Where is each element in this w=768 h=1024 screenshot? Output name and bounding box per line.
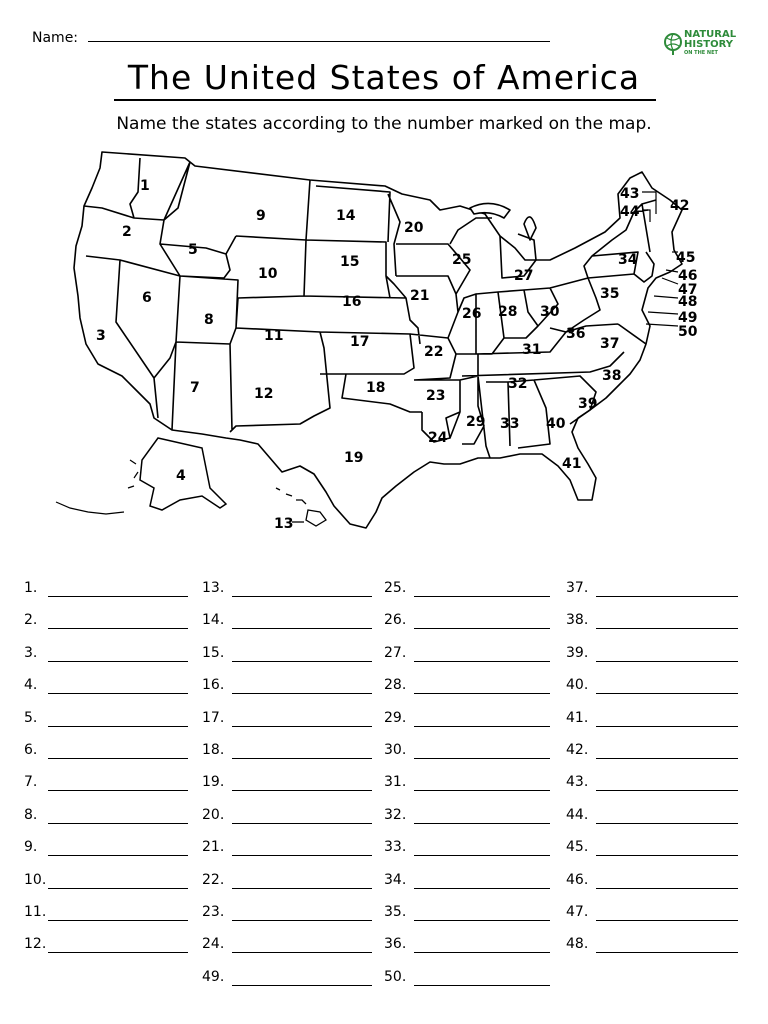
answer-row (384, 872, 550, 892)
answer-number: 34. (384, 872, 407, 888)
answer-row (24, 710, 188, 730)
answer-number: 13. (202, 580, 225, 596)
map-label-18: 18 (366, 380, 386, 396)
answer-blank-line[interactable] (48, 758, 188, 759)
map-label-38: 38 (602, 368, 622, 384)
answer-row (24, 742, 188, 762)
answer-blank-line[interactable] (596, 855, 738, 856)
map-label-13: 13 (274, 516, 294, 532)
map-label-9: 9 (256, 208, 266, 224)
answer-number: 17. (202, 710, 225, 726)
answer-blank-line[interactable] (232, 790, 372, 791)
answer-row (24, 904, 188, 924)
answer-blank-line[interactable] (232, 855, 372, 856)
map-label-30: 30 (540, 304, 560, 320)
answer-row (384, 742, 550, 762)
answer-number: 3. (24, 645, 38, 661)
answer-number: 49. (202, 969, 225, 985)
answer-number: 4. (24, 677, 38, 693)
answer-number: 14. (202, 612, 225, 628)
title-underline (114, 99, 656, 101)
map-label-41: 41 (562, 456, 582, 472)
answer-row (384, 936, 550, 956)
answer-blank-line[interactable] (414, 661, 550, 662)
answer-blank-line[interactable] (596, 628, 738, 629)
map-label-44: 44 (620, 204, 640, 220)
answer-blank-line[interactable] (232, 985, 372, 986)
answer-number: 50. (384, 969, 407, 985)
map-label-43: 43 (620, 186, 640, 202)
map-label-22: 22 (424, 344, 444, 360)
answer-blank-line[interactable] (48, 855, 188, 856)
logo-word-history: HISTORY (684, 39, 734, 50)
answer-blank-line[interactable] (48, 628, 188, 629)
answer-blank-line[interactable] (232, 693, 372, 694)
answer-row (566, 580, 738, 600)
map-label-16: 16 (342, 294, 362, 310)
map-label-3: 3 (96, 328, 106, 344)
map-label-42: 42 (670, 198, 690, 214)
map-label-26: 26 (462, 306, 482, 322)
map-label-4: 4 (176, 468, 186, 484)
answer-blank-line[interactable] (232, 628, 372, 629)
answer-blank-line[interactable] (596, 661, 738, 662)
answer-number: 12. (24, 936, 47, 952)
answer-row (566, 774, 738, 794)
answer-blank-line[interactable] (414, 596, 550, 597)
answer-row (202, 677, 372, 697)
answer-number: 25. (384, 580, 407, 596)
answer-row (202, 612, 372, 632)
answer-blank-line[interactable] (596, 726, 738, 727)
answer-number: 46. (566, 872, 589, 888)
answer-blank-line[interactable] (596, 693, 738, 694)
answer-number: 21. (202, 839, 225, 855)
answer-number: 44. (566, 807, 589, 823)
name-input-line[interactable] (88, 29, 550, 42)
answer-number: 29. (384, 710, 407, 726)
answer-number: 22. (202, 872, 225, 888)
answer-number: 39. (566, 645, 589, 661)
answer-number: 45. (566, 839, 589, 855)
answer-row (202, 872, 372, 892)
answer-number: 48. (566, 936, 589, 952)
map-label-21: 21 (410, 288, 430, 304)
answer-row (566, 612, 738, 632)
map-label-40: 40 (546, 416, 566, 432)
answer-number: 8. (24, 807, 38, 823)
answer-blank-line[interactable] (48, 790, 188, 791)
answer-number: 30. (384, 742, 407, 758)
globe-icon (664, 31, 682, 57)
answer-number: 10. (24, 872, 47, 888)
answer-row (566, 936, 738, 956)
name-label: Name: (32, 30, 79, 46)
answer-blank-line[interactable] (232, 920, 372, 921)
answer-number: 35. (384, 904, 407, 920)
logo-word-natural: NATURAL (684, 29, 737, 40)
answer-number: 11. (24, 904, 47, 920)
answer-blank-line[interactable] (232, 758, 372, 759)
answer-grid (0, 580, 768, 1000)
map-label-29: 29 (466, 414, 486, 430)
answer-row (24, 872, 188, 892)
answer-number: 43. (566, 774, 589, 790)
answer-blank-line[interactable] (48, 823, 188, 824)
map-label-31: 31 (522, 342, 542, 358)
answer-blank-line[interactable] (232, 596, 372, 597)
answer-blank-line[interactable] (48, 952, 188, 953)
answer-row (202, 710, 372, 730)
answer-row (24, 645, 188, 665)
map-label-47: 47 (678, 282, 698, 298)
answer-number: 16. (202, 677, 225, 693)
answer-blank-line[interactable] (414, 855, 550, 856)
answer-row (24, 677, 188, 697)
map-label-10: 10 (258, 266, 278, 282)
answer-row (566, 742, 738, 762)
map-label-50: 50 (678, 324, 698, 340)
map-label-23: 23 (426, 388, 446, 404)
answer-blank-line[interactable] (48, 726, 188, 727)
answer-row (384, 774, 550, 794)
answer-number: 24. (202, 936, 225, 952)
answer-blank-line[interactable] (232, 952, 372, 953)
answer-blank-line[interactable] (414, 726, 550, 727)
answer-blank-line[interactable] (596, 790, 738, 791)
map-label-8: 8 (204, 312, 214, 328)
answer-blank-line[interactable] (596, 920, 738, 921)
map-label-19: 19 (344, 450, 364, 466)
map-label-39: 39 (578, 396, 598, 412)
answer-number: 2. (24, 612, 38, 628)
answer-number: 9. (24, 839, 38, 855)
map-label-35: 35 (600, 286, 620, 302)
map-label-17: 17 (350, 334, 370, 350)
answer-blank-line[interactable] (232, 823, 372, 824)
answer-row (566, 710, 738, 730)
answer-blank-line[interactable] (232, 888, 372, 889)
answer-number: 26. (384, 612, 407, 628)
answer-number: 47. (566, 904, 589, 920)
map-label-14: 14 (336, 208, 356, 224)
map-label-32: 32 (508, 376, 528, 392)
instructions: Name the states according to the number marked on the map. (116, 114, 652, 134)
answer-number: 38. (566, 612, 589, 628)
map-label-34: 34 (618, 252, 638, 268)
answer-row (24, 936, 188, 956)
answer-number: 5. (24, 710, 38, 726)
answer-blank-line[interactable] (414, 823, 550, 824)
answer-blank-line[interactable] (596, 596, 738, 597)
answer-number: 19. (202, 774, 225, 790)
map-label-46: 46 (678, 268, 698, 284)
answer-blank-line[interactable] (48, 888, 188, 889)
answer-number: 31. (384, 774, 407, 790)
answer-number: 40. (566, 677, 589, 693)
map-label-36: 36 (566, 326, 586, 342)
page-title: The United States of America (127, 58, 641, 97)
answer-number: 37. (566, 580, 589, 596)
answer-blank-line[interactable] (414, 920, 550, 921)
map-label-12: 12 (254, 386, 274, 402)
answer-blank-line[interactable] (414, 888, 550, 889)
map-label-37: 37 (600, 336, 620, 352)
answer-row (202, 742, 372, 762)
answer-row (24, 580, 188, 600)
answer-blank-line[interactable] (48, 920, 188, 921)
map-label-28: 28 (498, 304, 518, 320)
answer-row (24, 774, 188, 794)
answer-row (566, 677, 738, 697)
answer-number: 33. (384, 839, 407, 855)
map-label-2: 2 (122, 224, 132, 240)
answer-row (202, 645, 372, 665)
answer-row (566, 839, 738, 859)
map-label-15: 15 (340, 254, 360, 270)
answer-blank-line[interactable] (48, 596, 188, 597)
answer-row (566, 807, 738, 827)
answer-blank-line[interactable] (414, 790, 550, 791)
answer-blank-line[interactable] (48, 661, 188, 662)
map-label-25: 25 (452, 252, 472, 268)
map-label-27: 27 (514, 268, 534, 284)
answer-row (384, 612, 550, 632)
answer-row (202, 969, 372, 989)
answer-blank-line[interactable] (414, 952, 550, 953)
answer-number: 42. (566, 742, 589, 758)
answer-number: 41. (566, 710, 589, 726)
map-label-33: 33 (500, 416, 520, 432)
answer-number: 6. (24, 742, 38, 758)
answer-row (24, 807, 188, 827)
map-label-1: 1 (140, 178, 150, 194)
alaska-islands (56, 460, 138, 514)
answer-number: 1. (24, 580, 38, 596)
answer-row (24, 839, 188, 859)
us-map (30, 148, 750, 548)
map-label-45: 45 (676, 250, 696, 266)
answer-row (202, 839, 372, 859)
answer-blank-line[interactable] (414, 985, 550, 986)
answer-row (384, 710, 550, 730)
answer-row (566, 872, 738, 892)
answer-number: 20. (202, 807, 225, 823)
answer-number: 15. (202, 645, 225, 661)
map-label-49: 49 (678, 310, 698, 326)
answer-row (384, 904, 550, 924)
answer-blank-line[interactable] (596, 823, 738, 824)
answer-number: 23. (202, 904, 225, 920)
answer-row (202, 580, 372, 600)
map-label-5: 5 (188, 242, 198, 258)
answer-row (384, 677, 550, 697)
answer-row (566, 904, 738, 924)
map-label-20: 20 (404, 220, 424, 236)
answer-blank-line[interactable] (48, 693, 188, 694)
answer-row (202, 807, 372, 827)
answer-blank-line[interactable] (232, 726, 372, 727)
answer-row (202, 904, 372, 924)
answer-number: 32. (384, 807, 407, 823)
answer-row (384, 645, 550, 665)
answer-row (202, 774, 372, 794)
map-label-24: 24 (428, 430, 448, 446)
name-field-row (32, 29, 550, 46)
answer-row (24, 612, 188, 632)
answer-row (384, 969, 550, 989)
answer-blank-line[interactable] (596, 888, 738, 889)
answer-row (384, 839, 550, 859)
logo-word-on-the-net: ON THE NET (684, 50, 718, 56)
answer-row (384, 807, 550, 827)
map-label-7: 7 (190, 380, 200, 396)
answer-row (384, 580, 550, 600)
answer-number: 28. (384, 677, 407, 693)
answer-number: 7. (24, 774, 38, 790)
answer-blank-line[interactable] (414, 758, 550, 759)
natural-history-logo (664, 30, 746, 60)
map-label-48: 48 (678, 294, 698, 310)
answer-blank-line[interactable] (232, 661, 372, 662)
answer-blank-line[interactable] (596, 758, 738, 759)
answer-blank-line[interactable] (596, 952, 738, 953)
answer-number: 18. (202, 742, 225, 758)
map-label-6: 6 (142, 290, 152, 306)
answer-number: 27. (384, 645, 407, 661)
answer-blank-line[interactable] (414, 693, 550, 694)
answer-number: 36. (384, 936, 407, 952)
answer-row (566, 645, 738, 665)
answer-blank-line[interactable] (414, 628, 550, 629)
map-label-11: 11 (264, 328, 284, 344)
answer-row (202, 936, 372, 956)
